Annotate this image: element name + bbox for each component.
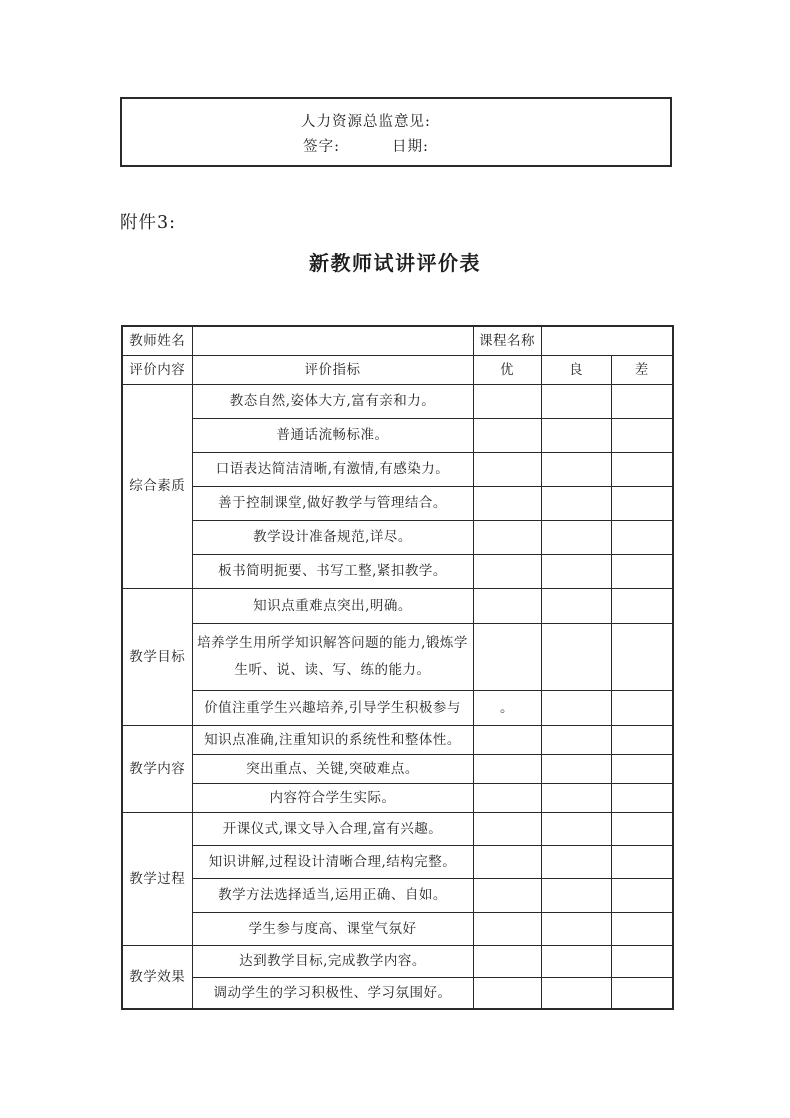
- grade-cell-excellent: [473, 452, 541, 486]
- indicator-cell: 普通话流畅标准。: [192, 418, 473, 452]
- grade-cell-poor: [611, 452, 673, 486]
- grade-cell-good: [541, 878, 611, 912]
- grade-cell-good: [541, 588, 611, 623]
- grade-cell-excellent: [473, 845, 541, 878]
- grade-cell-poor: [611, 912, 673, 945]
- signature-label: 签字:: [303, 139, 340, 155]
- grade-cell-excellent: [473, 812, 541, 845]
- attachment-label: 附件3:: [120, 213, 177, 233]
- grade-cell-excellent: [473, 783, 541, 812]
- indicator-row: [122, 418, 673, 452]
- category-cell: 教学内容: [122, 725, 192, 812]
- teacher-name-label-cell: 教师姓名: [122, 326, 192, 355]
- indicator-row: [122, 945, 673, 977]
- grade-cell-poor: [611, 878, 673, 912]
- indicator-row: [122, 452, 673, 486]
- date-label: 日期:: [392, 139, 429, 155]
- category-cell: 教学过程: [122, 812, 192, 945]
- grade-cell-poor: [611, 725, 673, 754]
- indicator-cell: 教学方法选择适当,运用正确、自如。: [192, 878, 473, 912]
- indicator-row: [122, 812, 673, 845]
- grade-cell-good: [541, 912, 611, 945]
- grade-cell-poor: [611, 588, 673, 623]
- indicator-row: [122, 725, 673, 754]
- grade-cell-poor: [611, 520, 673, 554]
- indicator-cell: 知识讲解,过程设计清晰合理,结构完整。: [192, 845, 473, 878]
- grade-header-poor: 差: [611, 355, 673, 384]
- grade-cell-good: [541, 452, 611, 486]
- indicator-cell: 善于控制课堂,做好教学与管理结合。: [192, 486, 473, 520]
- indicator-row: [122, 554, 673, 588]
- grade-cell-excellent: [473, 623, 541, 690]
- course-name-value-cell: [541, 326, 673, 355]
- grade-cell-good: [541, 725, 611, 754]
- grade-cell-good: [541, 945, 611, 977]
- grade-cell-excellent: [473, 554, 541, 588]
- indicator-cell: 知识点准确,注重知识的系统性和整体性。: [192, 725, 473, 754]
- indicator-row: [122, 623, 673, 690]
- grade-cell-excellent: [473, 878, 541, 912]
- grade-cell-poor: [611, 945, 673, 977]
- evaluation-table: [121, 325, 674, 1010]
- grade-cell-excellent: [473, 725, 541, 754]
- indicator-row: [122, 690, 673, 725]
- indicator-cell: 口语表达简洁清晰,有激情,有感染力。: [192, 452, 473, 486]
- info-row: [122, 326, 673, 355]
- indicator-cell: 价值注重学生兴趣培养,引导学生积极参与: [192, 690, 473, 725]
- category-cell: 综合素质: [122, 384, 192, 588]
- grade-cell-good: [541, 754, 611, 783]
- grade-cell-excellent: [473, 912, 541, 945]
- content-header-cell: 评价内容: [122, 355, 192, 384]
- grade-cell-poor: [611, 418, 673, 452]
- indicator-cell: 达到教学目标,完成教学内容。: [192, 945, 473, 977]
- grade-cell-poor: [611, 554, 673, 588]
- grade-cell-good: [541, 384, 611, 418]
- grade-cell-good: [541, 486, 611, 520]
- grade-cell-excellent: [473, 588, 541, 623]
- indicator-cell: 学生参与度高、课堂气氛好: [192, 912, 473, 945]
- category-cell: 教学目标: [122, 588, 192, 725]
- grade-cell-poor: [611, 845, 673, 878]
- teacher-name-value-cell: [192, 326, 473, 355]
- grade-cell-poor: [611, 623, 673, 690]
- indicator-row: [122, 783, 673, 812]
- grade-cell-poor: [611, 783, 673, 812]
- grade-cell-excellent: [473, 754, 541, 783]
- grade-cell-good: [541, 690, 611, 725]
- grade-cell-excellent: 。: [473, 690, 541, 725]
- indicator-row: [122, 486, 673, 520]
- indicator-row: [122, 912, 673, 945]
- indicator-header-cell: 评价指标: [192, 355, 473, 384]
- grade-cell-good: [541, 977, 611, 1009]
- grade-cell-good: [541, 845, 611, 878]
- indicator-row: [122, 520, 673, 554]
- grade-cell-good: [541, 418, 611, 452]
- hr-director-opinion-box: [120, 97, 672, 167]
- indicator-row: [122, 754, 673, 783]
- indicator-cell: 调动学生的学习积极性、学习氛围好。: [192, 977, 473, 1009]
- header-row: [122, 355, 673, 384]
- grade-cell-excellent: [473, 418, 541, 452]
- grade-cell-poor: [611, 754, 673, 783]
- indicator-row: [122, 878, 673, 912]
- form-title: 新教师试讲评价表: [309, 251, 481, 275]
- indicator-cell: 教态自然,姿体大方,富有亲和力。: [192, 384, 473, 418]
- indicator-cell: 板书简明扼要、书写工整,紧扣教学。: [192, 554, 473, 588]
- indicator-row: [122, 588, 673, 623]
- grade-cell-excellent: [473, 977, 541, 1009]
- grade-cell-poor: [611, 812, 673, 845]
- course-name-label-cell: 课程名称: [473, 326, 541, 355]
- grade-cell-good: [541, 554, 611, 588]
- grade-cell-excellent: [473, 520, 541, 554]
- signature-date-line: [92, 135, 640, 160]
- grade-header-excellent: 优: [473, 355, 541, 384]
- grade-cell-good: [541, 623, 611, 690]
- category-cell: 教学效果: [122, 945, 192, 1009]
- grade-cell-poor: [611, 486, 673, 520]
- indicator-cell: 开课仪式,课文导入合理,富有兴趣。: [192, 812, 473, 845]
- indicator-row: [122, 384, 673, 418]
- grade-cell-poor: [611, 977, 673, 1009]
- grade-cell-poor: [611, 384, 673, 418]
- indicator-cell: 教学设计准备规范,详尽。: [192, 520, 473, 554]
- indicator-cell: 知识点重难点突出,明确。: [192, 588, 473, 623]
- hr-director-opinion-label: 人力资源总监意见:: [301, 114, 431, 130]
- grade-header-good: 良: [541, 355, 611, 384]
- grade-cell-excellent: [473, 486, 541, 520]
- grade-cell-good: [541, 812, 611, 845]
- indicator-row: [122, 845, 673, 878]
- indicator-cell: 突出重点、关键,突破难点。: [192, 754, 473, 783]
- grade-cell-good: [541, 520, 611, 554]
- grade-cell-excellent: [473, 945, 541, 977]
- grade-cell-good: [541, 783, 611, 812]
- indicator-row: [122, 977, 673, 1009]
- indicator-cell: 培养学生用所学知识解答问题的能力,锻炼学生听、说、读、写、练的能力。: [192, 623, 473, 690]
- grade-cell-excellent: [473, 384, 541, 418]
- grade-cell-poor: [611, 690, 673, 725]
- indicator-cell: 内容符合学生实际。: [192, 783, 473, 812]
